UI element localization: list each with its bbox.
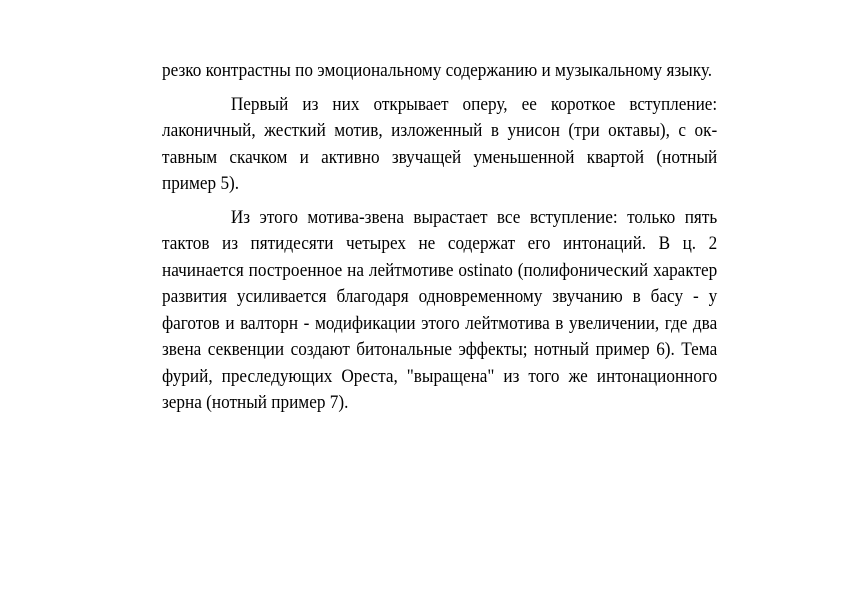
document-body — [162, 58, 717, 424]
paragraph-3: Из этого мотива-звена вырастает все вступление: только пять тактов из пятидесяти четырех не содержат его интонаций. В ц. 2 начинается построенное на лейтмотиве ostinato (полифонический характер развития усиливается благодаря одновременному звучанию в басу - у фаготов и валторн - модификации этого лейтмотива в увеличении, где два звена секвенции создают битональные эффекты; нотный пример 6). Тема фурий, преследующих Ореста, "выращена" из того же интонационного зерна (нотный пример 7). — [162, 207, 718, 413]
paragraph-1: резко контрастны по эмоциональному содержанию и музыкальному языку. — [162, 61, 713, 81]
paragraph-2: Первый из них открывает оперу, ее короткое вступление: лаконичный, жесткий мотив, изложенный в унисон (три октавы), с ок-тавным скачком и активно звучащей уменьшенной квартой (нотный пример 5). — [162, 94, 718, 194]
